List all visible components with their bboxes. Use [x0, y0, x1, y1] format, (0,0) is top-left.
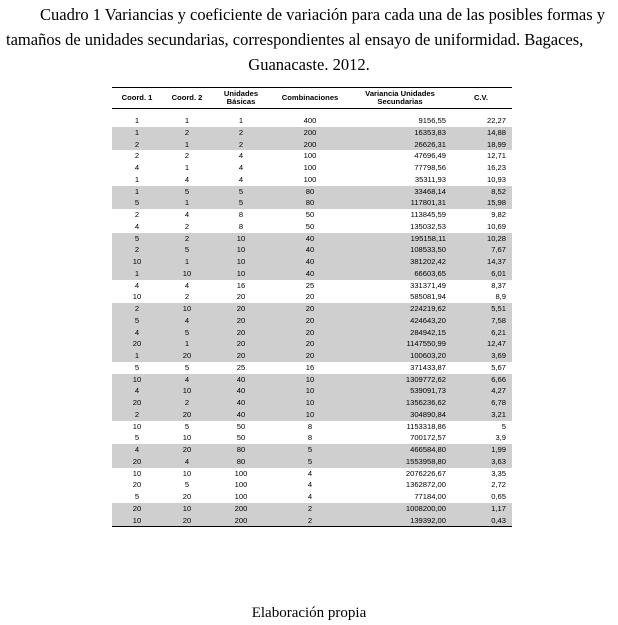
- cell-coord1: 2: [134, 151, 140, 161]
- header-cv: C.V.: [450, 88, 512, 109]
- cell-coord2: 10: [162, 303, 212, 315]
- cell-coord1: 20: [112, 456, 162, 468]
- cell-variance: 47696,49: [414, 151, 446, 161]
- cell-variance: 224219,62: [350, 303, 450, 315]
- cell-basic-units: 4: [238, 151, 244, 161]
- cell-cv: 3,9: [495, 433, 506, 443]
- cell-coord1: 10: [132, 468, 142, 478]
- table-body: [112, 109, 512, 527]
- cell-coord1: 2: [112, 409, 162, 421]
- cell-basic-units: 25: [236, 362, 246, 372]
- cell-combinations: 16: [305, 362, 315, 372]
- table-row: [112, 327, 512, 339]
- cell-basic-units: 20: [212, 303, 270, 315]
- cell-coord1: 5: [112, 233, 162, 245]
- cell-combinations: 4: [307, 468, 313, 478]
- cell-variance: 1362872,00: [405, 480, 446, 490]
- cell-coord1: 2: [112, 244, 162, 256]
- cell-coord2: 1: [162, 197, 212, 209]
- table-row: [112, 268, 512, 280]
- cell-basic-units: 50: [236, 421, 246, 431]
- table-row: [112, 515, 512, 527]
- cell-basic-units: 10: [212, 233, 270, 245]
- cell-combinations: 40: [270, 233, 350, 245]
- cell-coord1: 10: [112, 374, 162, 386]
- cell-coord2: 10: [182, 433, 192, 443]
- cell-coord1: 1: [134, 116, 140, 125]
- cell-basic-units: 80: [212, 456, 270, 468]
- table-row: [112, 315, 512, 327]
- table-caption: [0, 2, 618, 77]
- cell-basic-units: 200: [212, 503, 270, 515]
- cell-variance: 466584,80: [350, 444, 450, 456]
- cell-combinations: 50: [305, 221, 315, 231]
- cell-cv: 2,72: [491, 480, 506, 490]
- cell-coord2: 10: [162, 268, 212, 280]
- cell-cv: 4,27: [450, 385, 512, 397]
- table-row: [112, 233, 512, 245]
- cell-combinations: 20: [270, 315, 350, 327]
- cell-variance: 700172,57: [410, 433, 446, 443]
- cell-coord1: 4: [134, 221, 140, 231]
- cell-coord2: 1: [162, 139, 212, 151]
- table-row: [112, 209, 512, 221]
- caption-line-1: Cuadro 1 Variancias y coeficiente de variación para cada una de las posibles formas y: [40, 5, 606, 24]
- cell-coord1: 10: [112, 256, 162, 268]
- cell-combinations: 10: [270, 385, 350, 397]
- cell-coord2: 20: [162, 409, 212, 421]
- cell-cv: 16,23: [486, 163, 506, 172]
- cell-combinations: 80: [270, 197, 350, 209]
- cell-cv: 14,88: [450, 127, 512, 139]
- cell-combinations: 20: [270, 327, 350, 339]
- cell-cv: 3,69: [450, 350, 512, 362]
- cell-variance: 139392,00: [350, 515, 450, 527]
- table-row: [112, 385, 512, 397]
- cell-cv: 0,65: [491, 492, 506, 501]
- caption-line-2: tamaños de unidades secundarias, correspondientes al ensayo de uniformidad. Bagaces,: [6, 30, 584, 49]
- cell-coord2: 2: [184, 221, 190, 231]
- cell-cv: 8,9: [495, 292, 506, 302]
- cell-coord2: 4: [162, 374, 212, 386]
- cell-variance: 108533,50: [350, 244, 450, 256]
- cell-variance: 9156,55: [418, 116, 446, 125]
- cell-basic-units: 100: [234, 480, 248, 490]
- cell-coord1: 10: [132, 292, 142, 302]
- cell-coord2: 4: [184, 280, 190, 290]
- cell-variance: 1008200,00: [350, 503, 450, 515]
- table-row: [112, 115, 512, 127]
- cell-variance: 135032,53: [410, 221, 446, 231]
- cell-cv: 6,78: [450, 397, 512, 409]
- cell-variance: 284942,15: [350, 327, 450, 339]
- cell-combinations: 40: [270, 244, 350, 256]
- cell-cv: 6,21: [450, 327, 512, 339]
- cell-cv: 9,82: [491, 210, 506, 219]
- cell-cv: 8,52: [450, 186, 512, 198]
- cell-coord2: 5: [184, 480, 190, 490]
- cell-cv: 6,66: [450, 374, 512, 386]
- cell-variance: 77798,56: [414, 163, 446, 172]
- cell-combinations: 20: [305, 292, 315, 302]
- cell-variance: 117801,31: [350, 197, 450, 209]
- cell-coord2: 10: [162, 503, 212, 515]
- cell-basic-units: 40: [212, 397, 270, 409]
- table-row: [112, 162, 512, 174]
- cell-basic-units: 100: [234, 468, 248, 478]
- cell-combinations: 2: [270, 515, 350, 527]
- cell-variance: 33468,14: [350, 186, 450, 198]
- cell-coord2: 10: [182, 468, 192, 478]
- cell-variance: 77184,00: [414, 492, 446, 501]
- cell-combinations: 200: [270, 139, 350, 151]
- cell-basic-units: 50: [236, 433, 246, 443]
- cell-coord1: 10: [112, 515, 162, 527]
- cell-coord1: 5: [112, 315, 162, 327]
- cell-variance: 304890,84: [350, 409, 450, 421]
- table-row: [112, 197, 512, 209]
- table-row: [112, 362, 512, 374]
- cell-coord2: 2: [162, 233, 212, 245]
- cell-combinations: 20: [270, 303, 350, 315]
- table-row: [112, 491, 512, 503]
- table-row: [112, 444, 512, 456]
- cell-variance: 331371,49: [410, 280, 446, 290]
- header-basic-units: Unidades Básicas: [212, 88, 270, 109]
- cell-combinations: 4: [307, 480, 313, 490]
- cell-combinations: 2: [270, 503, 350, 515]
- cell-variance: 26626,31: [350, 139, 450, 151]
- cell-basic-units: 10: [212, 256, 270, 268]
- cell-variance: 381202,42: [350, 256, 450, 268]
- cell-cv: 3,63: [450, 456, 512, 468]
- cell-combinations: 10: [270, 374, 350, 386]
- cell-variance: 195158,11: [350, 233, 450, 245]
- cell-combinations: 25: [305, 280, 315, 290]
- cell-coord1: 2: [134, 210, 140, 219]
- cell-variance: 35311,93: [414, 174, 446, 184]
- cell-variance: 2076226,67: [405, 468, 446, 478]
- cell-coord2: 4: [184, 210, 190, 219]
- cell-coord2: 1: [162, 256, 212, 268]
- cell-cv: 5,51: [450, 303, 512, 315]
- table-row: [112, 350, 512, 362]
- cell-coord2: 5: [162, 327, 212, 339]
- table-row: [112, 256, 512, 268]
- cell-variance: 371433,87: [410, 362, 446, 372]
- cell-cv: 1,99: [450, 444, 512, 456]
- table-row: [112, 468, 512, 480]
- cell-coord2: 2: [184, 151, 190, 161]
- cell-basic-units: 8: [238, 221, 244, 231]
- cell-coord2: 2: [184, 292, 190, 302]
- cell-coord1: 1: [112, 186, 162, 198]
- cell-basic-units: 16: [236, 280, 246, 290]
- cell-basic-units: 40: [212, 385, 270, 397]
- table-row: [112, 150, 512, 162]
- cell-cv: 10,93: [486, 174, 506, 184]
- cell-basic-units: 8: [238, 210, 244, 219]
- cell-coord2: 2: [162, 397, 212, 409]
- cell-basic-units: 10: [212, 268, 270, 280]
- cell-combinations: 200: [270, 127, 350, 139]
- cell-coord2: 20: [162, 515, 212, 527]
- caption-line-3: Guanacaste. 2012.: [248, 55, 370, 74]
- cell-basic-units: 200: [212, 515, 270, 527]
- cell-coord1: 5: [134, 433, 140, 443]
- cell-coord1: 20: [112, 338, 162, 350]
- cell-coord1: 20: [132, 480, 142, 490]
- cell-combinations: 10: [270, 397, 350, 409]
- cell-combinations: 100: [303, 151, 317, 161]
- cell-combinations: 50: [305, 210, 315, 219]
- cell-coord2: 1: [162, 338, 212, 350]
- cell-variance: 1309772,62: [350, 374, 450, 386]
- cell-combinations: 8: [307, 433, 313, 443]
- header-coord2: Coord. 2: [162, 88, 212, 109]
- cell-coord2: 4: [162, 456, 212, 468]
- cell-coord1: 2: [112, 303, 162, 315]
- cell-coord2: 5: [184, 362, 190, 372]
- cell-basic-units: 20: [236, 292, 246, 302]
- cell-coord1: 4: [134, 280, 140, 290]
- cell-variance: 66603,65: [350, 268, 450, 280]
- cell-combinations: 20: [270, 338, 350, 350]
- cell-combinations: 5: [270, 444, 350, 456]
- table-row: [112, 280, 512, 292]
- table-row: [112, 421, 512, 433]
- cell-cv: 3,21: [450, 409, 512, 421]
- cell-combinations: 40: [270, 256, 350, 268]
- cell-coord2: 5: [162, 244, 212, 256]
- cell-combinations: 20: [270, 350, 350, 362]
- cell-variance: 113845,59: [410, 210, 446, 219]
- table-row: [112, 397, 512, 409]
- cell-coord1: 4: [112, 385, 162, 397]
- cell-coord1: 1: [134, 174, 140, 184]
- cell-coord2: 1: [184, 116, 190, 125]
- cell-combinations: 100: [303, 174, 317, 184]
- cell-cv: 18,99: [450, 139, 512, 151]
- cell-cv: 22,27: [486, 116, 506, 125]
- cell-combinations: 4: [307, 492, 313, 501]
- table-row: [112, 127, 512, 139]
- header-combinations: Combinaciones: [270, 88, 350, 109]
- cell-combinations: 100: [303, 163, 317, 172]
- cell-combinations: 400: [303, 116, 317, 125]
- cell-basic-units: 100: [234, 492, 248, 501]
- cell-cv: 12,71: [486, 151, 506, 161]
- cell-coord2: 20: [162, 444, 212, 456]
- table-row: [112, 479, 512, 491]
- cell-variance: 1147550,99: [350, 338, 450, 350]
- cell-basic-units: 20: [212, 327, 270, 339]
- table-row: [112, 374, 512, 386]
- cell-coord1: 4: [112, 327, 162, 339]
- cell-basic-units: 10: [212, 244, 270, 256]
- variance-table: [112, 87, 512, 527]
- cell-coord1: 5: [112, 197, 162, 209]
- cell-coord1: 5: [134, 362, 140, 372]
- cell-cv: 0,43: [450, 515, 512, 527]
- table-row: [112, 432, 512, 444]
- cell-coord2: 5: [162, 186, 212, 198]
- table-row: [112, 456, 512, 468]
- cell-cv: 10,69: [486, 221, 506, 231]
- cell-cv: 5,67: [491, 362, 506, 372]
- cell-combinations: 40: [270, 268, 350, 280]
- cell-variance: 1153318,86: [406, 421, 446, 431]
- cell-variance: 100603,20: [350, 350, 450, 362]
- cell-variance: 16353,83: [350, 127, 450, 139]
- cell-basic-units: 5: [212, 197, 270, 209]
- cell-basic-units: 1: [238, 116, 244, 125]
- cell-coord2: 4: [162, 315, 212, 327]
- header-row: [112, 88, 512, 109]
- cell-coord1: 2: [112, 139, 162, 151]
- cell-coord1: 10: [132, 421, 142, 431]
- table-row: [112, 186, 512, 198]
- cell-basic-units: 4: [238, 174, 244, 184]
- cell-variance: 1553958,80: [350, 456, 450, 468]
- cell-variance: 539091,73: [350, 385, 450, 397]
- cell-coord2: 5: [184, 421, 190, 431]
- header-variance: Variancia Unidades Secundarias: [350, 88, 450, 109]
- table-row: [112, 139, 512, 151]
- cell-basic-units: 40: [212, 409, 270, 421]
- cell-cv: 8,37: [491, 280, 506, 290]
- cell-combinations: 10: [270, 409, 350, 421]
- cell-coord2: 4: [184, 174, 190, 184]
- cell-combinations: 5: [270, 456, 350, 468]
- cell-cv: 7,67: [450, 244, 512, 256]
- table-row: [112, 503, 512, 515]
- table-row: [112, 221, 512, 233]
- table-row: [112, 174, 512, 186]
- cell-cv: 1,17: [450, 503, 512, 515]
- cell-coord1: 4: [134, 163, 140, 172]
- table-row: [112, 244, 512, 256]
- cell-cv: 7,58: [450, 315, 512, 327]
- cell-basic-units: 20: [212, 338, 270, 350]
- cell-basic-units: 4: [238, 163, 244, 172]
- table-row: [112, 303, 512, 315]
- cell-coord2: 1: [184, 163, 190, 172]
- table-row: [112, 291, 512, 303]
- cell-coord1: 5: [134, 492, 140, 501]
- cell-variance: 1356236,62: [350, 397, 450, 409]
- source-note: Elaboración propia: [251, 605, 367, 621]
- cell-coord1: 1: [112, 350, 162, 362]
- cell-coord2: 20: [162, 350, 212, 362]
- cell-coord1: 20: [112, 397, 162, 409]
- cell-cv: 6,01: [450, 268, 512, 280]
- cell-cv: 14,37: [450, 256, 512, 268]
- cell-basic-units: 80: [212, 444, 270, 456]
- cell-basic-units: 40: [212, 374, 270, 386]
- cell-coord1: 1: [112, 268, 162, 280]
- cell-combinations: 8: [307, 421, 313, 431]
- cell-coord1: 20: [112, 503, 162, 515]
- cell-coord2: 2: [162, 127, 212, 139]
- cell-cv: 5: [501, 421, 506, 431]
- table-row: [112, 409, 512, 421]
- cell-cv: 12,47: [450, 338, 512, 350]
- cell-basic-units: 20: [212, 350, 270, 362]
- cell-cv: 3,35: [491, 468, 506, 478]
- cell-basic-units: 2: [212, 139, 270, 151]
- cell-cv: 15,98: [450, 197, 512, 209]
- cell-basic-units: 20: [212, 315, 270, 327]
- cell-coord1: 1: [112, 127, 162, 139]
- cell-variance: 424643,20: [350, 315, 450, 327]
- cell-variance: 585081,94: [410, 292, 446, 302]
- cell-basic-units: 2: [212, 127, 270, 139]
- cell-coord2: 20: [182, 492, 192, 501]
- cell-combinations: 80: [270, 186, 350, 198]
- header-coord1: Coord. 1: [112, 88, 162, 109]
- cell-cv: 10,28: [450, 233, 512, 245]
- table-row: [112, 338, 512, 350]
- cell-coord1: 4: [112, 444, 162, 456]
- cell-coord2: 10: [162, 385, 212, 397]
- cell-basic-units: 5: [212, 186, 270, 198]
